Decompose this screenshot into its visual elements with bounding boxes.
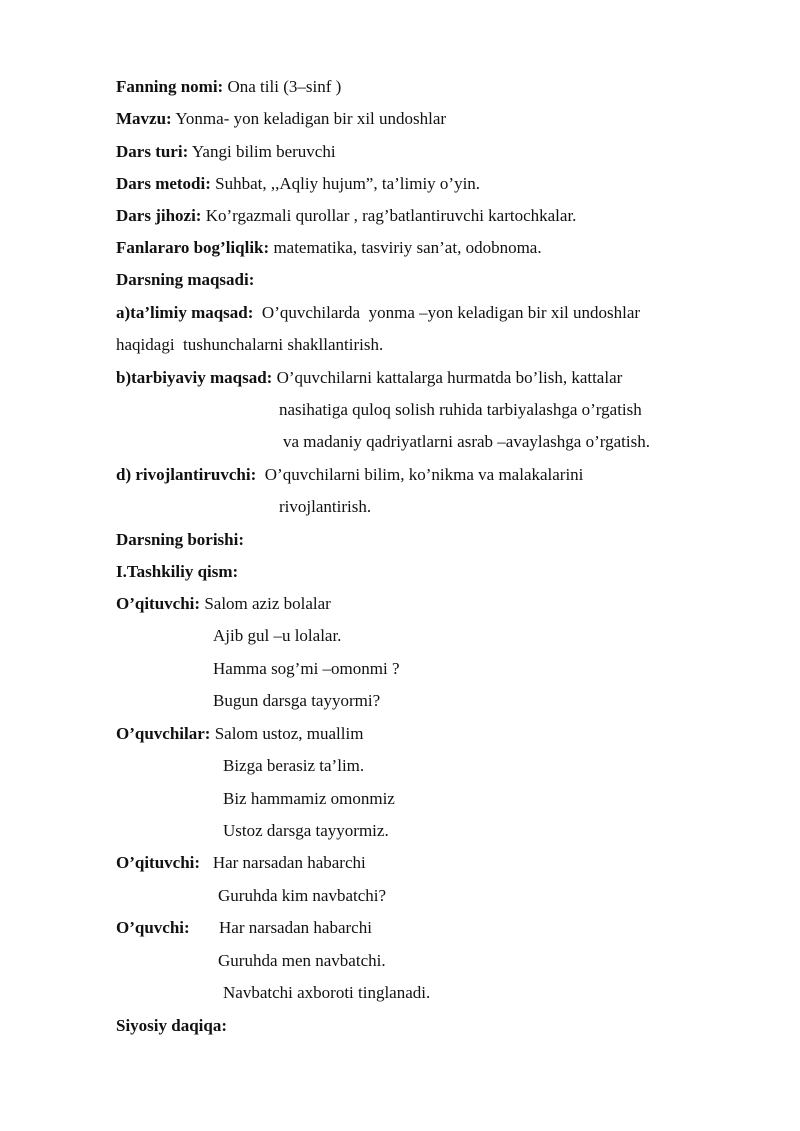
topic-label: Mavzu: [116, 109, 172, 128]
teacher2-label: O’qituvchi: [116, 853, 201, 872]
goal-a-text: O’quvchilarda yonma –yon keladigan bir xil undoshlar [261, 303, 641, 322]
goals-heading: Darsning maqsadi: [116, 270, 255, 289]
teacher-text: Salom aziz bolalar [204, 594, 331, 613]
students-label: O’quvchilar: [116, 724, 211, 743]
teacher-label: O’qituvchi: [116, 594, 201, 613]
goal-d-line-2: rivojlantirish. [279, 497, 372, 516]
political-minute-heading: Siyosiy daqiqa: [116, 1016, 228, 1035]
students-line-3: Biz hammamiz omonmiz [223, 789, 395, 808]
teacher-line-3: Hamma sog’mi –omonmi ? [213, 659, 400, 678]
goal-d-text: O’quvchilarni bilim, ko’nikma va malakalarini [264, 465, 584, 484]
lesson-type-label: Dars turi: [116, 142, 189, 161]
subject-value: Ona tili (3–sinf ) [227, 77, 342, 96]
student-line-2: Guruhda men navbatchi. [218, 951, 386, 970]
student-line-3: Navbatchi axboroti tinglanadi. [223, 983, 431, 1002]
topic-line [116, 109, 446, 129]
teacher2-line-2: Guruhda kim navbatchi? [218, 886, 387, 905]
students-line-1 [116, 724, 363, 744]
goal-d-label: d) rivojlantiruvchi: [116, 465, 257, 484]
goal-b-line-2: nasihatiga quloq solish ruhida tarbiyalashga o’rgatish [279, 400, 642, 419]
goal-a-line-2: haqidagi tushunchalarni shakllantirish. [116, 335, 384, 354]
interdisciplinary-line [116, 238, 542, 258]
interdisciplinary-label: Fanlararo bog’liqlik: [116, 238, 270, 257]
goal-b-line-3: va madaniy qadriyatlarni asrab –avaylashga o’rgatish. [283, 432, 650, 451]
students-text: Salom ustoz, muallim [214, 724, 364, 743]
students-line-2: Bizga berasiz ta’lim. [223, 756, 365, 775]
goal-b-text: O’quvchilarni kattalarga hurmatda bo’lish, kattalar [276, 368, 623, 387]
equipment-label: Dars jihozi: [116, 206, 202, 225]
equipment-line [116, 206, 576, 226]
students-line-4: Ustoz darsga tayyormiz. [223, 821, 389, 840]
goal-a-line [116, 303, 640, 323]
method-line [116, 174, 480, 194]
teacher-line-2: Ajib gul –u lolalar. [213, 626, 342, 645]
equipment-value: Ko’rgazmali qurollar , rag’batlantiruvchi kartochkalar. [205, 206, 577, 225]
subject-line [116, 77, 341, 97]
lesson-type-line [116, 142, 336, 162]
goal-b-label: b)tarbiyaviy maqsad: [116, 368, 273, 387]
student-line-1 [116, 918, 190, 938]
interdisciplinary-value: matematika, tasviriy san’at, odobnoma. [273, 238, 542, 257]
topic-value: Yonma- yon keladigan bir xil undoshlar [175, 109, 447, 128]
teacher-line-4: Bugun darsga tayyormi? [213, 691, 381, 710]
goal-d-line [116, 465, 583, 485]
teacher2-text: Har narsadan habarchi [212, 853, 366, 872]
section-heading: I.Tashkiliy qism: [116, 562, 239, 581]
lesson-type-value: Yangi bilim beruvchi [191, 142, 336, 161]
goal-a-label: a)ta’limiy maqsad: [116, 303, 254, 322]
student-text-1: Har narsadan habarchi [219, 918, 372, 937]
method-label: Dars metodi: [116, 174, 211, 193]
flow-heading: Darsning borishi: [116, 530, 244, 549]
student-label: O’quvchi: [116, 918, 190, 937]
subject-label: Fanning nomi: [116, 77, 224, 96]
teacher-line-1 [116, 594, 331, 614]
method-value: Suhbat, ,,Aqliy hujum”, ta’limiy o’yin. [215, 174, 481, 193]
teacher2-line-1 [116, 853, 366, 873]
goal-b-line [116, 368, 622, 388]
